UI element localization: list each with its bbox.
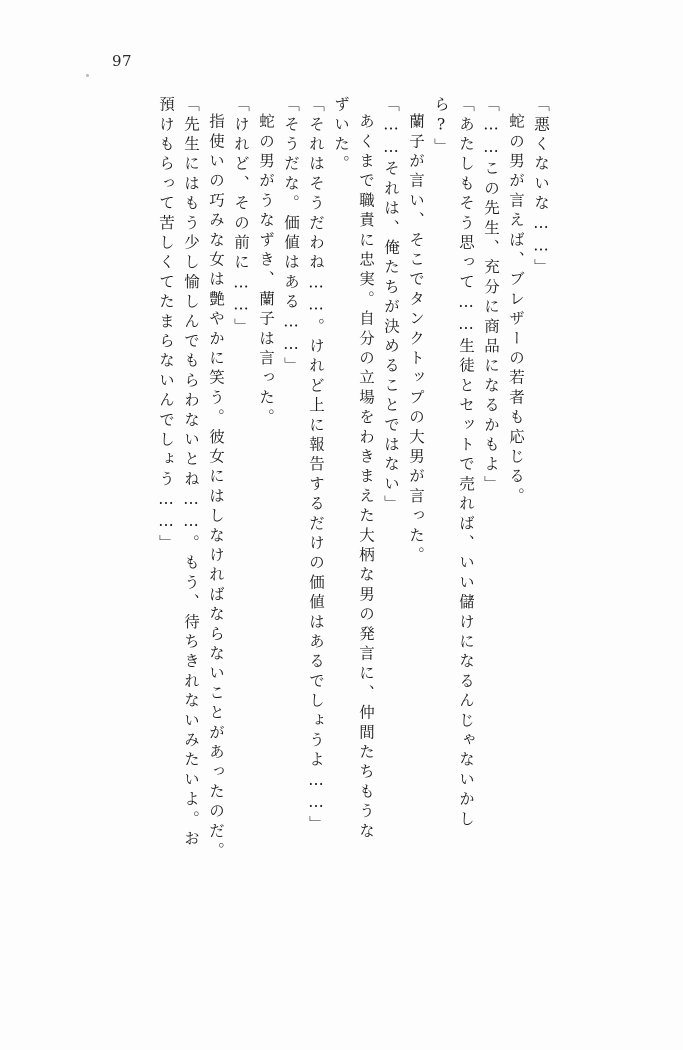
body-text (78, 96, 548, 916)
text-line: 「あたしもそう思って……生徒とセットで売れば、いい儲けになるんじゃないかし (457, 96, 475, 830)
print-speck (86, 74, 89, 77)
text-line: 蘭子が言い、そこでタンクトップの大男が言った。 (407, 113, 425, 567)
text-line: ら?」 (432, 96, 450, 158)
text-line: 蛇の男がうなずき、蘭子は言った。 (257, 113, 275, 429)
text-line: 「……この先生、充分に商品になるかもよ」 (482, 96, 500, 495)
text-line: あくまで職責に忠実。自分の立場をわきまえた大柄な男の発言に、仲間たちもうな (357, 113, 375, 842)
text-line: 「先生にはもう少し愉しんでもらわないとね……。もう、待ちきれないみたいよ。お (182, 96, 200, 850)
text-line: 「悪くないな……」 (532, 96, 550, 279)
text-line: 「それはそうだわね……。けれど上に報告するだけの価値はあるでしょうよ……」 (307, 96, 325, 835)
text-line: 「けれど、その前に……」 (232, 96, 250, 338)
text-line: 蛇の男が言えば、ブレザーの若者も応じる。 (507, 113, 525, 507)
page-number: 97 (112, 52, 133, 70)
text-line: 「そうだな。価値はある……」 (282, 96, 300, 377)
text-line: 預けもらって苦しくてたまらないんでしょう……」 (157, 96, 175, 555)
text-line: 「……それは、俺たちが決めることではない」 (382, 96, 400, 515)
text-line: ずいた。 (332, 96, 350, 175)
text-line: 指使いの巧みな女は艶やかに笑う。彼女にはしなければならないことがあったのだ。 (207, 113, 225, 862)
